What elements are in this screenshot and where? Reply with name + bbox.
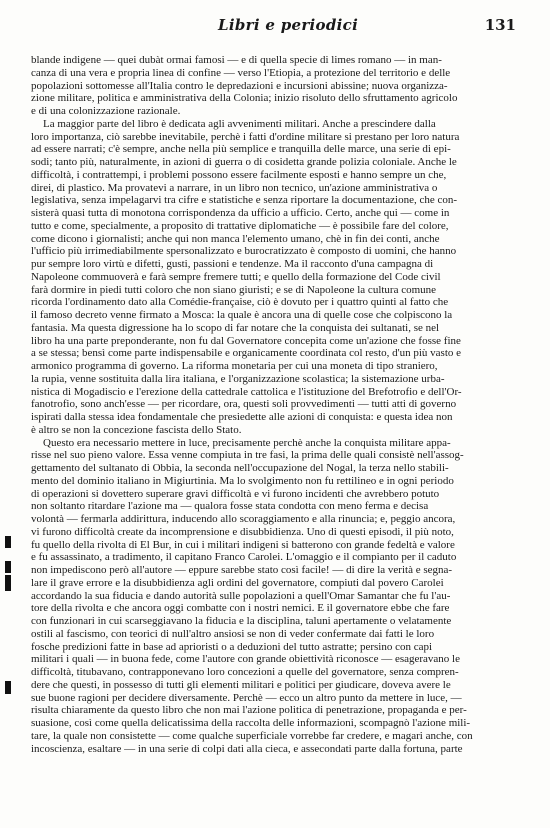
text-line: difficoltà, titubavano, contrapponevano loro concezioni a quelle del governatore, senza compren-: [31, 666, 459, 678]
text-line: tare, la quale non consistette — come qualche superficiale vorrebbe far credere, e magari anche, con: [31, 729, 473, 742]
text-line: pur sempre loro virtù e difetti, gusti, passioni e tendenze. Ma il racconto d'una campagna di: [31, 258, 434, 270]
text-line: armonico programma di governo. La riforma monetaria per cui una moneta di tipo straniero,: [31, 360, 438, 372]
paragraph: [31, 437, 517, 756]
text-line: sisterà quasi tutta di monotona corrispondenza da ufficio a ufficio. Certo, anche qui — come in: [31, 207, 450, 219]
text-line: sodi; tanto più, naturalmente, in azioni di guerra o di cosidetta grande polizia coloniale. Anche le: [31, 156, 457, 168]
text-line: a se stessa; bensì come parte indispensabile e organicamente coordinata col resto, d'un più vasto e: [31, 347, 462, 360]
text-line: mento del dominio italiano in Migiurtinia. Ma lo svolgimento non fu rettilineo e in ogni periodo: [31, 474, 454, 487]
text-line: fanotrofio, sono anch'esse — per ricordare, ora, questi soli provvedimenti — tutti atti di governo: [31, 398, 457, 411]
text-line: non impediscono però all'autore — eppure sarebbe stato così facile! — di dire la verità e segna-: [31, 564, 453, 576]
text-line: fantasia. Ma questa digressione ha lo scopo di far notare che la conquista dei sultanati, se nel: [31, 321, 440, 334]
text-line: vi furono difficoltà create da incomprensione e disubbidienza. Uno di questi episodi, il più noto,: [31, 525, 454, 538]
text-line: difficoltà, i contrattempi, i problemi possono essere facilmente esposti e hanno sempre un che,: [31, 168, 447, 181]
page-header: [0, 16, 550, 40]
text-line: lare il grave errore e la disubbidienza agli ordini del governatore, compiuti dal povero Carolei: [31, 576, 444, 589]
text-line: ispirati dalla stessa idea fondamentale che presiedette alle azioni di conquista: e questa idea non: [31, 411, 453, 423]
text-line: con funzionari in cui scarseggiavano la fiducia e la disciplina, taluni apertamente o velatamente: [31, 615, 452, 627]
paragraph: [31, 54, 517, 118]
page-number: 131: [484, 16, 516, 34]
text-line: tutto e come, specialmente, a proposito di trattative diplomatiche — è possibile fare del colore,: [31, 219, 449, 232]
text-line: blande indigene — quei dubàt ormai famosi — e di quella specie di limes romano — in man-: [31, 54, 442, 66]
text-line: canza di una vera e propria linea di confine — verso l'Etiopia, a protezione del territorio e delle: [31, 66, 451, 79]
text-line: suasione, così come quella delicatissima della raccolta delle informazioni, scompagnò l'azione mili-: [31, 717, 471, 729]
margin-mark: [5, 536, 11, 548]
text-line: la rupia, venne sostituita dalla lira italiana, e l'organizzazione scolastica; la sistemazione urba-: [31, 372, 445, 385]
text-line: ostili al fascismo, con teorici di null'altro ansiosi se non di veder confermate dai fatti le loro: [31, 627, 435, 640]
running-title: Libri e periodici: [218, 16, 359, 34]
text-line: popolazioni sottomesse all'Italia contro le depredazioni e incursioni abissine; nuova organizza-: [31, 79, 448, 92]
text-line: tore della rivolta e che ancora oggi combatte con i nostri nemici. E il governatore ebbe che fare: [31, 602, 450, 615]
text-line: gettamento del sultanato di Obbia, la seconda nell'occupazione del Nogal, la terza nello stabili-: [31, 462, 449, 474]
text-line: fosche predizioni fatte in base ad aprioristi o a deduzioni del tutto astratte; persino con capi: [31, 640, 433, 653]
text-line: come dicono i giornalisti; anche qui non manca l'elemento umano, chè in fin dei conti, anche: [31, 232, 440, 245]
text-line: Napoleone commuoverà e farà sempre fremere tutti; e quello della formazione del Code civil: [31, 270, 441, 283]
text-line: è altro se non la concezione fascista dello Stato.: [31, 423, 242, 436]
text-line: dere che questi, in possesso di tutti gli elementi militari e politici per giudicare, doveva avere le: [31, 678, 451, 691]
text-line: e fu assassinato, a tradimento, il capitano Franco Carolei. L'omaggio e il compianto per il caduto: [31, 551, 457, 564]
text-line: farà dormire in piedi tutti coloro che non siano giuristi; e se di Napoleone la cultura comune: [31, 283, 437, 296]
text-line: direi, di plastico. Ma provatevi a narrare, in un libro non tecnico, un'azione amministrativa o: [31, 181, 438, 194]
paragraph: [31, 118, 517, 437]
text-line: e di una colonizzazione razionale.: [31, 105, 181, 117]
text-line: libro ha una parte preponderante, non fu dal Governatore concepita come un'azione che fosse fine: [31, 334, 461, 347]
text-line: Questo era necessario mettere in luce, precisamente perchè anche la conquista militare appa-: [43, 436, 451, 449]
text-line: nistica di Mogadiscio e l'erezione della cattedrale cattolica e l'istituzione del Brefotrofio e dell'Or-: [31, 385, 462, 398]
body-text: [31, 54, 517, 755]
text-line: risse nel suo pieno valore. Essa venne compiuta in tre fasi, la prima delle quali consistè nell'assog-: [31, 449, 464, 462]
text-line: ad essere narrati; c'è sempre, anche nella più semplice e tranquilla delle marce, una serie di epi-: [31, 143, 451, 156]
text-line: il famoso decreto venne firmato a Mosca: la quale è ancora una di quelle cose che colpiscono la: [31, 309, 453, 321]
text-line: militari i quali — in buona fede, come l'autore con grande obiettività riconosce — esageravano le: [31, 653, 460, 666]
text-line: sue buone ragioni per decidere diversamente. Perchè — ecco un altro punto da mettere in luce, —: [31, 691, 462, 704]
text-line: La maggior parte del libro è dedicata agli avvenimenti militari. Anche a prescindere dalla: [43, 117, 436, 130]
text-line: incoscienza, esaltare — in una serie di colpi dati alla cieca, e assecondati parte dalla fortuna, parte: [31, 742, 463, 755]
text-line: zione militare, politica e amministrativa della Colonia; inizio risoluto dello sfruttamento agricolo: [31, 92, 458, 105]
text-line: accordando la sua fiducia e dando autorità sulle popolazioni a quell'Omar Samantar che fu l'au-: [31, 589, 451, 602]
text-line: loro importanza, ciò sarebbe inevitabile, perchè i fatti d'ordine militare si prestano per loro natura: [31, 130, 460, 143]
text-line: non soltanto ritardare l'azione ma — qualora fosse stata condotta con meno ferma e decisa: [31, 500, 429, 513]
margin-mark: [5, 681, 11, 694]
text-line: volontà — fermarla addirittura, inducendo allo scoraggiamento e alla rinuncia; e, peggio ancora,: [31, 513, 456, 525]
text-line: fu quello della rivolta di El Bur, in cui i militari indigeni si batterono con grande fedeltà e valore: [31, 538, 455, 551]
text-line: l'ufficio più irrimediabilmente spersonalizzato e burocratizzato è composto di uomini, che hanno: [31, 245, 457, 258]
margin-mark: [5, 561, 11, 573]
text-line: di operazioni si dovettero superare gravi difficoltà e vi furono incidenti che avrebbero potuto: [31, 487, 440, 500]
text-line: risulta chiaramente da questo libro che non mai l'azione politica di penetrazione, propaganda e per-: [31, 704, 467, 717]
text-line: ricorda l'ordinamento dato alla Comédie-française, ciò è dovuto per i quattro quinti al fatto che: [31, 296, 449, 309]
margin-mark: [5, 575, 11, 591]
text-line: legislativa, senza impelagarvi tra cifre e statistiche e senza riportare la documentazione, che con-: [31, 194, 458, 207]
